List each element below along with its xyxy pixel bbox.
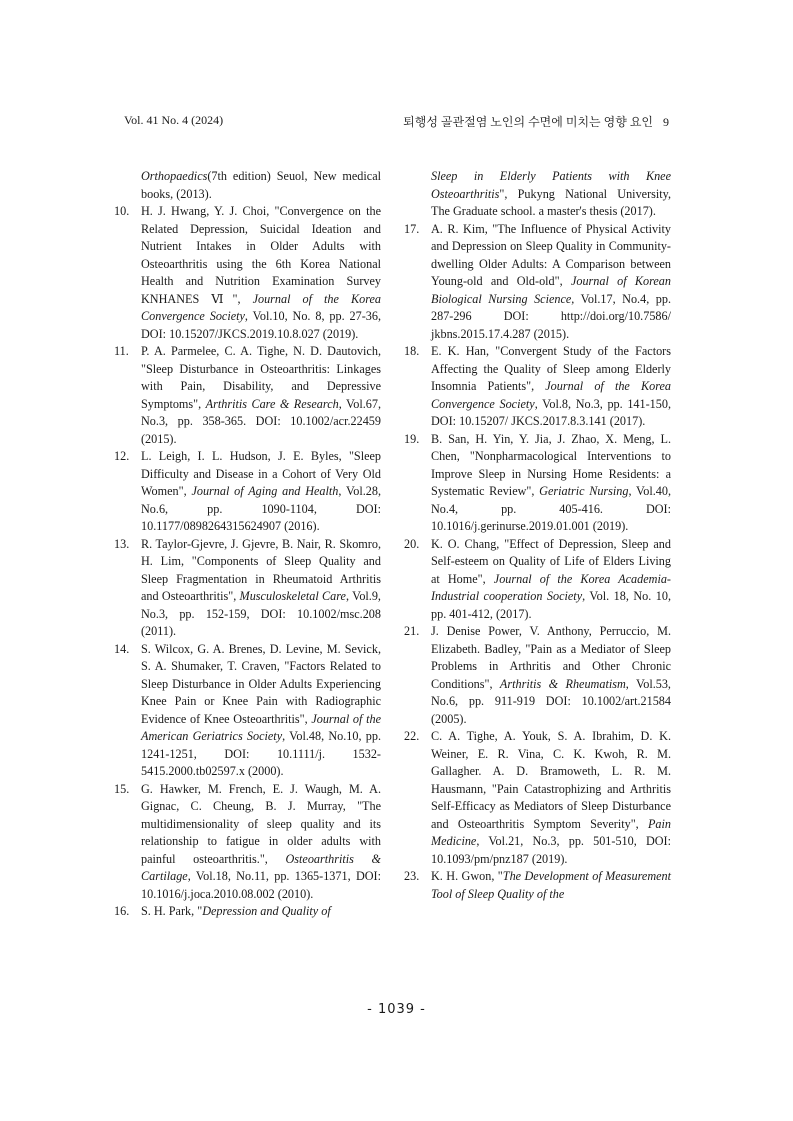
reference-text: ", Pukyng National University, The Graduate school. a master's thesis (2017). <box>431 186 671 218</box>
reference-text: , Vol.21, No.3, pp. 501-510, DOI: 10.1093/pm/pnz187 (2019). <box>431 834 671 866</box>
reference-entry <box>141 168 381 203</box>
reference-text: L. Leigh, I. L. Hudson, J. E. Byles, "Sleep Difficulty and Disease in a Cohort of Very Old Women", <box>141 449 381 498</box>
reference-text: , Vol. 18, No. 10, pp. 401-412, (2017). <box>431 589 671 621</box>
reference-number: 19. <box>404 431 420 446</box>
reference-text: P. A. Parmelee, C. A. Tighe, N. D. Dautovich, "Sleep Disturbance in Osteoarthritis: Linkages with Pain, Disability, and Depressive Symptoms", <box>141 344 381 411</box>
reference-entry <box>114 448 381 536</box>
reference-text: , Vol.53, No.6, pp. 911-919 DOI: 10.1002/art.21584 (2005). <box>431 676 671 726</box>
reference-entry <box>114 781 381 904</box>
reference-italic-title: Osteoarthritis & Cartilage <box>141 851 381 883</box>
reference-number: 20. <box>404 536 420 551</box>
reference-text: S. H. Park, " <box>141 904 203 918</box>
reference-text: R. Taylor-Gjevre, J. Gjevre, B. Nair, R. Skomro, H. Lim, "Components of Sleep Quality and Sleep Fragmentation in Rheumatoid Arthritis and Osteoarthritis", <box>141 536 381 603</box>
reference-entry <box>404 728 671 868</box>
reference-text: K. O. Chang, "Effect of Depression, Sleep and Self-esteem on Quality of Life of Elders Living at Home", <box>431 536 671 586</box>
reference-text: Vol.17, No.4, pp. 287-296 DOI: http://doi.org/10.7586/ jkbns.2015.17.4.287 (2015). <box>431 291 671 341</box>
reference-italic-title: Arthritis & Rheumatism <box>499 676 626 691</box>
reference-entry <box>114 536 381 641</box>
reference-italic-title: Journal of the Korea Convergence Society <box>141 291 381 323</box>
reference-text: (7th edition) Seuol, New medical books, (2013). <box>141 169 381 201</box>
running-title: 퇴행성 골관절염 노인의 수면에 미치는 영향 요인 <box>403 115 653 129</box>
reference-text: H. J. Hwang, Y. J. Choi, "Convergence on the Related Depression, Suicidal Ideation and Nutrient Intakes in Older Adults with Osteoarthritis using the 6th Korea National Health and Nutrition Examination Survey KNHANES Ⅵ", <box>141 204 381 306</box>
reference-number: 21. <box>404 624 420 638</box>
reference-entry <box>404 221 671 344</box>
reference-text: G. Hawker, M. French, E. J. Waugh, M. A. Gignac, C. Cheung, B. J. Murray, "The multidimensionality of sleep quality and its relationship to fatigue in older adults with painful osteoarthritis.", <box>141 781 381 866</box>
running-header <box>124 113 669 129</box>
reference-number: 23. <box>404 869 420 883</box>
reference-number: 10. <box>114 204 130 218</box>
reference-text: J. Denise Power, V. Anthony, Perruccio, M. Elizabeth. Badley, "Pain as a Mediator of Sleep Problems in Arthritis and Other Chronic Conditions", <box>431 624 671 691</box>
reference-text: B. San, H. Yin, Y. Jia, J. Zhao, X. Meng, L. Chen, "Nonpharmacological Interventions to Improve Sleep in Nursing Home Residents: a Systematic Review", <box>431 431 671 498</box>
volume-issue: Vol. 41 No. 4 (2024) <box>124 113 224 127</box>
reference-number: 11. <box>114 344 129 358</box>
reference-entry <box>404 623 671 728</box>
reference-italic-title: Journal of the American Geriatrics Society <box>141 711 381 743</box>
references-right-column <box>404 168 672 903</box>
reference-text: , Vol.10, No. 8, pp. 27-36, DOI: 10.15207/JKCS.2019.10.8.027 (2019). <box>141 309 381 341</box>
reference-italic-title: Journal of the Korea Convergence Society <box>431 379 671 411</box>
reference-text: C. A. Tighe, A. Youk, S. A. Ibrahim, D. K. Weiner, E. R. Vina, C. K. Kwoh, R. M. Gallagher. A. D. Bramoweth, L. R. M. Hausmann, "Pain Catastrophizing and Arthritis Self-Efficacy as Mediators of Sleep Disturbance and Osteoarthritis Symptom Severity", <box>431 729 671 831</box>
reference-italic-title: Sleep in Elderly Patients with Knee Osteoarthritis <box>431 169 671 201</box>
reference-text: , Vol.40, No.4, pp. 405-416. DOI: 10.1016/j.gerinurse.2019.01.001 (2019). <box>431 484 671 533</box>
reference-italic-title: Depression and Quality of <box>202 904 331 918</box>
reference-text: , Vol.48, No.10, pp. 1241-1251, DOI: 10.1111/j. 1532-5415.2000.tb02597.x (2000). <box>141 729 381 778</box>
reference-italic-title: Pain Medicine <box>431 816 671 848</box>
reference-text: , Vol.67, No.3, pp. 358-365. DOI: 10.1002/acr.22459 (2015). <box>141 396 381 446</box>
reference-entry <box>114 903 381 921</box>
reference-italic-title: Musculoskeletal Care <box>239 589 346 603</box>
reference-text: E. K. Han, "Convergent Study of the Factors Affecting the Quality of Sleep among Elderly Insomnia Patients", <box>431 344 671 393</box>
reference-text: , Vol.18, No.11, pp. 1365-1371, DOI: 10.1016/j.joca.2010.08.002 (2010). <box>141 869 381 901</box>
reference-number: 13. <box>114 536 130 551</box>
reference-entry <box>404 868 672 903</box>
references-left-column <box>114 168 381 921</box>
reference-number: 18. <box>404 344 420 358</box>
reference-text: , Vol.8, No.3, pp. 141-150, DOI: 10.15207/ JKCS.2017.8.3.141 (2017). <box>431 396 671 428</box>
reference-number: 16. <box>114 904 130 918</box>
reference-number: 17. <box>404 221 420 236</box>
reference-text: , Vol.28, No.6, pp. 1090-1104, DOI: 10.1177/0898264315624907 (2016). <box>141 484 381 533</box>
reference-italic-title: Journal of Aging and Health <box>191 484 339 498</box>
header-page-number: 9 <box>663 115 669 129</box>
reference-italic-title: Geriatric Nursing <box>539 484 629 498</box>
reference-text: A. R. Kim, "The Influence of Physical Activity and Depression on Sleep Quality in Community-dwelling Older Adults: A Comparison between Young-old and Old-old", <box>431 221 671 288</box>
reference-entry <box>404 431 671 536</box>
reference-text: , Vol.9, No.3, pp. 152-159, DOI: 10.1002/msc.208 (2011). <box>141 589 381 638</box>
reference-entry <box>404 343 671 431</box>
reference-italic-title: Arthritis Care & Research <box>205 396 339 411</box>
reference-italic-title: Journal of the Korea Academia-Industrial cooperation Society <box>431 571 671 603</box>
reference-number: 15. <box>114 781 130 796</box>
reference-number: 22. <box>404 729 420 743</box>
reference-entry <box>114 343 381 448</box>
reference-entry <box>114 203 381 343</box>
reference-italic-title: Orthopaedics <box>141 169 208 183</box>
reference-text: K. H. Gwon, " <box>431 869 503 883</box>
reference-number: 14. <box>114 641 130 656</box>
reference-entry <box>114 641 381 781</box>
reference-italic-title: Journal of Korean Biological Nursing Science, <box>431 274 671 306</box>
reference-italic-title: The Development of Measurement Tool of Sleep Quality of the <box>431 869 672 901</box>
reference-text: S. Wilcox, G. A. Brenes, D. Levine, M. Sevick, S. A. Shumaker, T. Craven, "Factors Related to Sleep Disturbance in Older Adults Experiencing Knee Pain or Knee Pain with Radiographic Evidence of Knee Osteoarthritis", <box>141 641 381 726</box>
reference-entry <box>431 168 671 221</box>
header-right <box>403 113 669 130</box>
reference-entry <box>404 536 671 624</box>
reference-number: 12. <box>114 449 130 463</box>
page-footer-number: - 1039 - <box>367 1002 426 1017</box>
